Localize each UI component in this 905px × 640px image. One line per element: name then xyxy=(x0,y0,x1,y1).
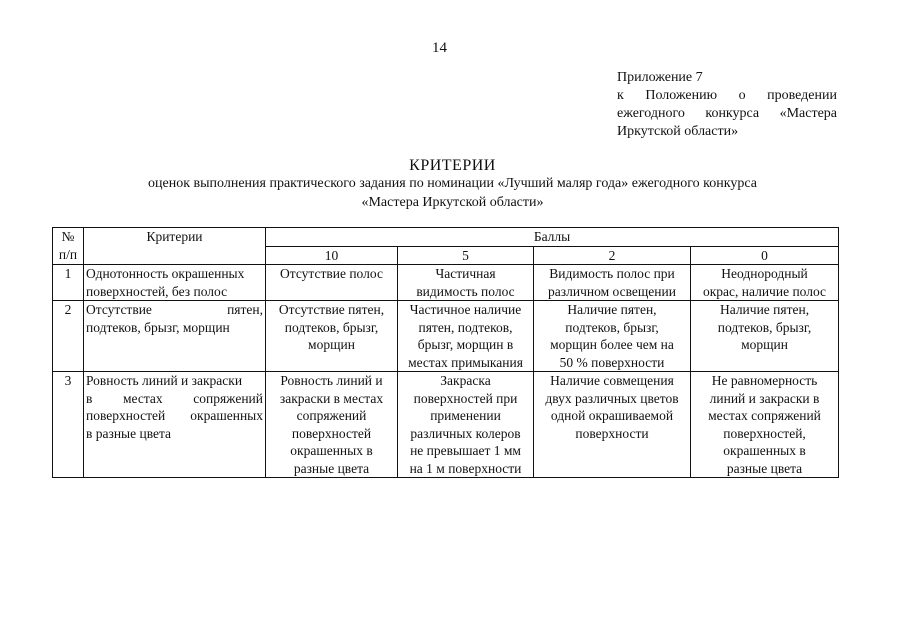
table-row xyxy=(53,372,839,478)
cell-line: применении xyxy=(430,408,501,423)
header-num-line: № xyxy=(61,229,75,244)
row-criterion xyxy=(84,372,266,478)
appendix-line: к Положению о проведении xyxy=(617,88,837,103)
table-row xyxy=(53,301,839,372)
subtitle-line: «Мастера Иркутской области» xyxy=(361,195,544,210)
cell-line: морщин xyxy=(741,337,788,352)
cell-line: видимость полос xyxy=(416,283,515,299)
cell-line: поверхностей, xyxy=(723,425,806,441)
cell-line: пятен, подтеков, xyxy=(418,319,513,335)
subtitle-line: оценок выполнения практического задания по номинации «Лучший маляр года» ежегодного конкурса xyxy=(148,176,757,191)
row-score-10 xyxy=(266,301,398,372)
cell-line: Ровность линий и xyxy=(280,373,383,388)
cell-line: поверхностей xyxy=(291,425,372,441)
cell-line: брызг, морщин в xyxy=(417,337,514,352)
cell-line: подтеков, брызг, морщин xyxy=(86,319,230,335)
cell-line: подтеков, брызг, xyxy=(565,319,659,335)
row-score-0 xyxy=(691,301,839,372)
row-score-5 xyxy=(398,301,534,372)
cell-line: разные цвета xyxy=(726,460,803,476)
row-score-5 xyxy=(398,372,534,478)
cell-line: поверхностей при xyxy=(413,390,518,406)
page-number: 14 xyxy=(432,40,447,56)
cell-line: двух различных цветов xyxy=(545,390,679,406)
cell-line: Не равномерность xyxy=(711,373,818,388)
row-num: 1 xyxy=(53,265,84,301)
header-scores: Баллы xyxy=(266,228,839,247)
cell-line: местах сопряжений xyxy=(708,408,821,423)
row-num: 2 xyxy=(53,301,84,372)
header-score-10: 10 xyxy=(266,246,398,265)
cell-line: Отсутствие полос xyxy=(280,266,383,281)
row-score-0 xyxy=(691,265,839,301)
cell-line: Видимость полос при xyxy=(549,266,675,281)
row-criterion xyxy=(84,265,266,301)
document-subtitle xyxy=(0,174,905,212)
cell-line: местах примыкания xyxy=(408,354,523,370)
cell-line: одной окрашиваемой xyxy=(550,408,674,423)
header-num-line: п/п xyxy=(58,246,78,262)
header-num xyxy=(53,228,84,265)
appendix-line: Иркутской области» xyxy=(617,124,739,139)
table-header-row xyxy=(53,228,839,247)
cell-line: Отсутствие пятен, xyxy=(86,302,263,317)
cell-line: поверхности xyxy=(575,425,649,441)
header-score-2: 2 xyxy=(534,246,691,265)
row-score-0 xyxy=(691,372,839,478)
appendix-block xyxy=(617,69,837,141)
cell-line: поверхностей окрашенных xyxy=(86,408,263,423)
cell-line: Частичная xyxy=(435,266,496,281)
cell-line: Наличие пятен, xyxy=(719,302,810,317)
cell-line: морщин xyxy=(308,337,355,352)
cell-line: подтеков, брызг, xyxy=(284,319,379,335)
table-row xyxy=(53,265,839,301)
row-num: 3 xyxy=(53,372,84,478)
cell-line: окрашенных в xyxy=(290,443,373,458)
cell-line: поверхностей, без полос xyxy=(86,283,228,299)
row-score-10 xyxy=(266,372,398,478)
cell-line: Однотонность окрашенных xyxy=(86,266,245,281)
appendix-line: Приложение 7 xyxy=(617,70,703,85)
cell-line: различных колеров xyxy=(410,425,521,441)
cell-line: разные цвета xyxy=(293,460,370,476)
row-score-10 xyxy=(266,265,398,301)
cell-line: в местах сопряжений xyxy=(86,390,263,406)
cell-line: Отсутствие пятен, xyxy=(278,302,385,317)
cell-line: морщин более чем на xyxy=(550,337,674,352)
cell-line: не превышает 1 мм xyxy=(410,443,521,458)
cell-line: различном освещении xyxy=(548,283,676,299)
header-score-5: 5 xyxy=(398,246,534,265)
row-criterion xyxy=(84,301,266,372)
cell-line: линий и закраски в xyxy=(709,390,820,406)
cell-line: Ровность линий и закраски xyxy=(86,373,243,388)
cell-line: Наличие пятен, xyxy=(567,302,657,317)
cell-line: сопряжений xyxy=(296,408,367,423)
cell-line: закраски в местах xyxy=(279,390,384,406)
cell-line: 50 % поверхности xyxy=(559,354,665,370)
cell-line: окрас, наличие полос xyxy=(702,283,827,299)
cell-line: Наличие совмещения xyxy=(550,373,674,388)
row-score-2 xyxy=(534,265,691,301)
cell-line: Неоднородный xyxy=(721,266,808,281)
cell-line: окрашенных в xyxy=(723,443,806,458)
cell-line: Закраска xyxy=(440,373,491,388)
cell-line: в разные цвета xyxy=(86,425,172,441)
document-title: КРИТЕРИИ xyxy=(409,157,496,174)
cell-line: на 1 м поверхности xyxy=(409,460,522,476)
cell-line: Частичное наличие xyxy=(409,302,522,317)
header-score-0: 0 xyxy=(691,246,839,265)
appendix-line: ежегодного конкурса «Мастера xyxy=(617,106,837,121)
criteria-table xyxy=(52,227,839,478)
header-criteria: Критерии xyxy=(84,228,266,265)
cell-line: подтеков, брызг, xyxy=(717,319,812,335)
row-score-2 xyxy=(534,301,691,372)
row-score-2 xyxy=(534,372,691,478)
row-score-5 xyxy=(398,265,534,301)
